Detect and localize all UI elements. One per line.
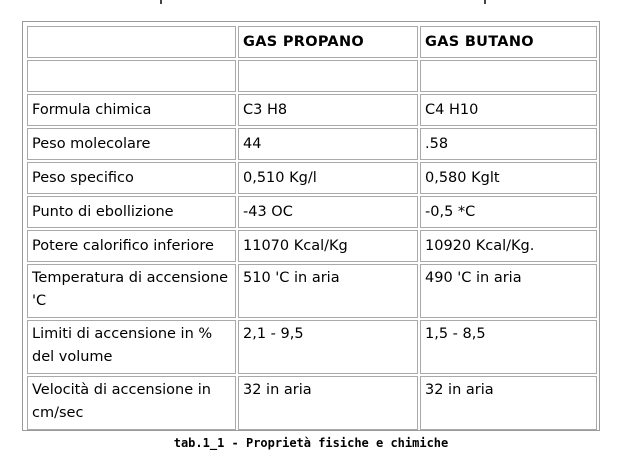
property-cell: Limiti di accensione in % del volume (27, 320, 236, 374)
table-row (27, 94, 597, 126)
property-cell: Potere calorifico inferiore (27, 230, 236, 262)
propano-cell: 2,1 - 9,5 (238, 320, 418, 374)
butano-cell: .58 (420, 128, 597, 160)
table-row (27, 162, 597, 194)
property-cell: Formula chimica (27, 94, 236, 126)
butano-cell (420, 60, 597, 92)
propano-cell (238, 60, 418, 92)
header-cell-butano: GAS BUTANO (420, 26, 597, 58)
text-fragment (160, 0, 162, 4)
propano-cell: 44 (238, 128, 418, 160)
table-row (27, 60, 597, 92)
table-row (27, 230, 597, 262)
table-row (27, 320, 597, 374)
header-cell-property (27, 26, 236, 58)
property-cell: Temperatura di accensione 'C (27, 264, 236, 318)
propano-cell: 0,510 Kg/l (238, 162, 418, 194)
properties-table-frame (22, 21, 600, 431)
text-fragment (484, 0, 486, 4)
butano-cell: 32 in aria (420, 376, 597, 430)
propano-cell: 32 in aria (238, 376, 418, 430)
butano-cell: 10920 Kcal/Kg. (420, 230, 597, 262)
table-caption: tab.1_1 - Proprietà fisiche e chimiche (173, 436, 449, 450)
property-cell: Peso molecolare (27, 128, 236, 160)
table-row (27, 264, 597, 318)
butano-cell: C4 H10 (420, 94, 597, 126)
property-cell: Peso specifico (27, 162, 236, 194)
butano-cell: 490 'C in aria (420, 264, 597, 318)
header-row (27, 26, 597, 58)
propano-cell: 11070 Kcal/Kg (238, 230, 418, 262)
butano-cell: -0,5 *C (420, 196, 597, 228)
propano-cell: 510 'C in aria (238, 264, 418, 318)
table-row (27, 196, 597, 228)
table-row (27, 128, 597, 160)
cropped-text-fragments (0, 0, 628, 8)
table-row (27, 376, 597, 430)
header-cell-propano: GAS PROPANO (238, 26, 418, 58)
butano-cell: 0,580 Kglt (420, 162, 597, 194)
property-cell: Punto di ebollizione (27, 196, 236, 228)
butano-cell: 1,5 - 8,5 (420, 320, 597, 374)
propano-cell: -43 OC (238, 196, 418, 228)
property-cell (27, 60, 236, 92)
properties-table (25, 24, 599, 432)
property-cell: Velocità di accensione in cm/sec (27, 376, 236, 430)
propano-cell: C3 H8 (238, 94, 418, 126)
